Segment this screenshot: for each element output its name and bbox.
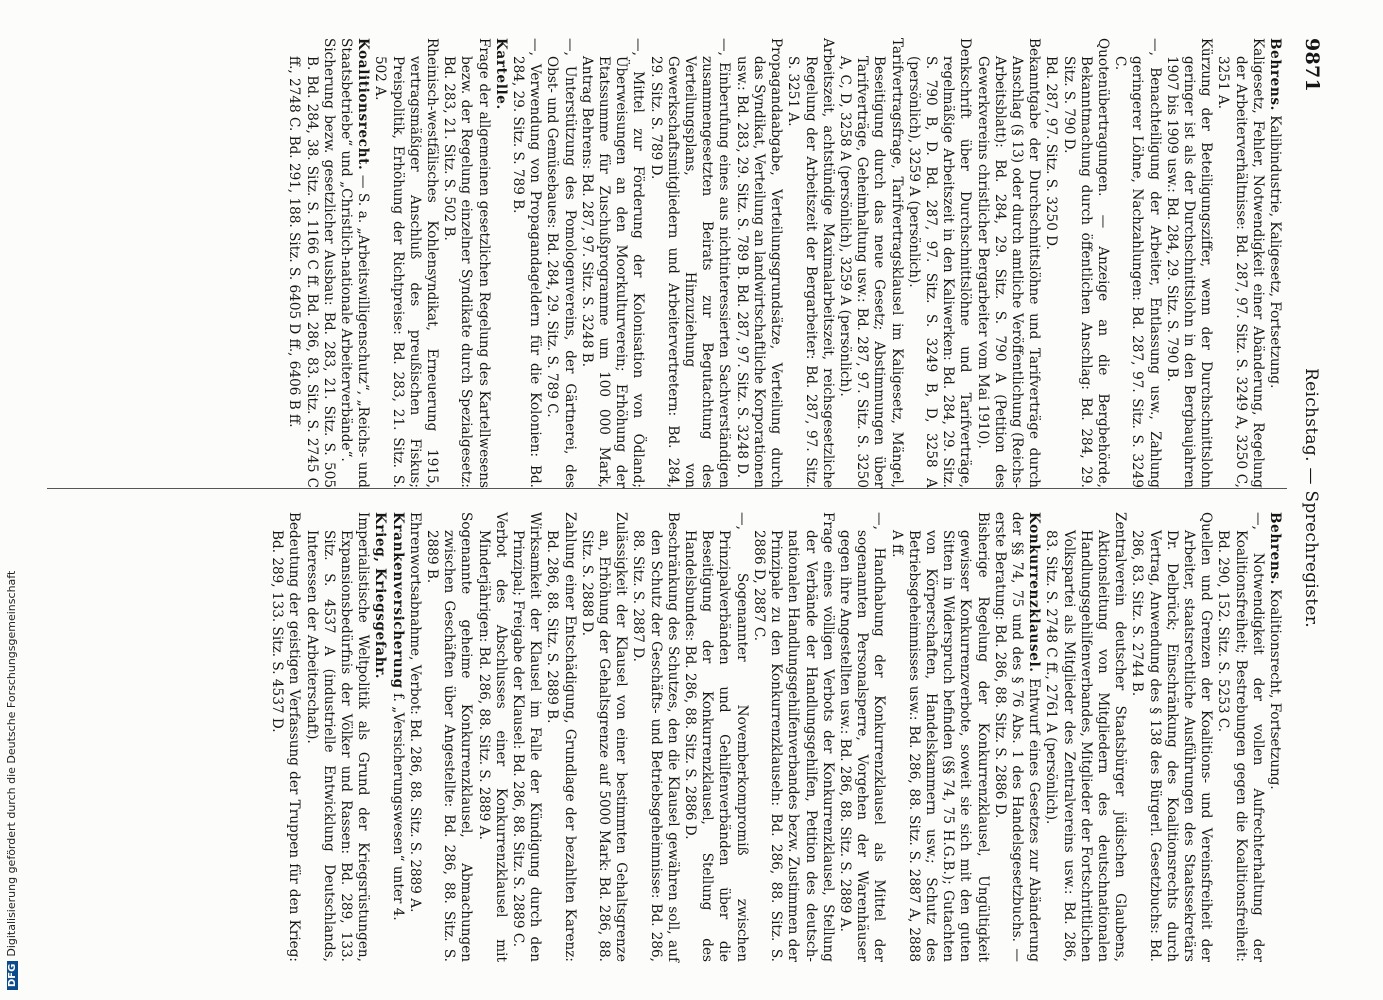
index-text: Imperialistische Weltpolitik als Grund der Kriegsrüstungen, Expansionsbedürfnis der Völker und Rassen: Bd. 289, 133. Sitz. S. 4537 A (industrielle Entwicklung Deutschlands, Interessen der Arbeiterschaft). — [303, 512, 372, 962]
index-keyword: Behrens. — [1267, 512, 1283, 585]
left-column — [285, 38, 1283, 488]
index-text: Ehrenwortsabnahme, Verbot: Bd. 286, 88. Sitz. S. 2889 A. — [406, 512, 423, 913]
index-entry — [646, 38, 732, 488]
index-entry — [629, 512, 681, 962]
index-entry — [543, 512, 577, 962]
index-entry — [1163, 38, 1215, 488]
index-entry — [1214, 512, 1266, 962]
index-text: f. „Versicherungswesen“ unter 4. — [389, 688, 406, 921]
index-text: Bekanntgabe der Durchschnittslöhne und Tarifverträge durch Anschlag (§ 13) oder durch amtliche Veröffentlichung (Reichs-Arbeitsblatt): Bd. 284, 29. Sitz. S. 790 A (Petition des Gewerkvereins christlicher Bergarbeiter vom Mai 1910). — [974, 38, 1043, 488]
index-entry — [423, 512, 475, 962]
column-divider — [47, 488, 1287, 489]
index-entry — [905, 38, 974, 488]
index-entry — [388, 512, 405, 962]
index-entry — [1128, 512, 1214, 962]
index-text: Arbeitszeit, achtstündige Maximalarbeitszeit, reichsgesetzliche Regelung der Arbeitszeit der Bergarbeiter: Bd. 287, 97. Sitz. S. 3251 A. — [785, 38, 836, 488]
index-text: Zahlung einer Entschädigung, Grundlage der bezahlten Karenz: Bd. 286, 88. Sitz. S. 2889 B. — [544, 512, 578, 962]
index-text: Sicherung bezw. gesetzlicher Ausbau: Bd. 283, 21. Sitz. S. 505 B. Bd. 284, 38. Sitz. S. 1166 C ff. Bd. 286, 83. Sitz. S. 2745 C ff., 2748 C. Bd. 291, 188. Sitz. S. 6405 D ff., 6406 B ff. — [286, 38, 337, 488]
index-text: Propagandaabgabe, Verteilungsgrundsätze, Verteilung durch das Syndikat, Verteilung an landwirtschaftliche Korporationen usw.: Bd. 283, 29. Sitz. S. 789 B. Bd. 287, 97. Sitz. S. 3248 D. — [733, 38, 785, 488]
index-entry — [1214, 38, 1266, 488]
dfg-logo: DFG — [7, 961, 18, 990]
index-text: Wirksamkeit der Klausel im Falle der Kündigung durch den Prinzipal; Freigabe der Klausel: Bd. 286, 88. Sitz. S. 2889 C. — [510, 512, 544, 962]
index-entry — [1266, 38, 1283, 488]
index-entry — [836, 512, 888, 962]
index-text: Zulässigkeit der Klausel von einer bestimmten Gehaltsgrenze an, Erhöhung der Gehaltsgrenze auf 5000 Mark: Bd. 286, 88. Sitz. S. 2888 D. — [578, 512, 630, 962]
index-text: Denkschrift über Durchschnittslöhne und Tarifverträge, regelmäßige Arbeitszeit in den Kaliwerken: Bd. 284, 29. Sitz. S. 790 B, D. Bd. 287, 97. Sitz. S. 3249 B, D, 3258 A (persönlich), 3259 A (persönlich). — [905, 38, 974, 488]
index-entry — [543, 38, 577, 488]
index-entry — [991, 512, 1043, 962]
index-keyword: Koalitionsrecht. — [355, 38, 372, 171]
digitization-credit — [0, 0, 22, 1000]
index-text: Quotenübertragungen. — Anzeige an die Bergbehörde, Bekanntmachung durch öffentlichen Anschlag: Bd. 284, 29. Sitz. S. 790 D. — [1060, 38, 1111, 488]
index-text: Zentralverein deutscher Staatsbürger jüdischen Glaubens, Aktionsleitung von Mitgliedern des deutschnationalen Handlungsgehilfenverbandes, Mitglieder der Fortschrittlichen Volkspartei als Mitglieder des Zentralvereins usw.: Bd. 286, 83. Sitz. S. 2748 C ff., 2761 A (persönlich). — [1043, 512, 1129, 962]
index-entry — [302, 512, 371, 962]
index-text: Kaligesetz, Fehler, Notwendigkeit einer Abänderung, Regelung der Arbeiterverhältnisse: Bd. 287, 97. Sitz. S. 3249 A, 3250 C, 3251 A. — [1215, 38, 1266, 488]
index-text: —, Benachteiligung der Arbeiter, Entlassung usw., Zahlung geringerer Löhne, Nachzahlungen: Bd. 287, 97. Sitz. S. 3249 C. — [1112, 38, 1163, 488]
index-entry — [509, 38, 543, 488]
index-entry — [371, 38, 440, 488]
index-text: Entwurf eines Gesetzes zur Abänderung der §§ 74, 75 und des § 76 Abs. 1 des Handelsgesetzbuchs. — erste Beratung: Bd. 286, 88. Sitz. S. 2886 D. — [991, 512, 1043, 962]
index-entry — [1111, 38, 1163, 488]
page-header — [1297, 38, 1323, 958]
index-text: Bedeutung der geistigen Verfassung der Truppen für den Krieg: Bd. 289, 133. Sitz. S. 4537 D. — [269, 512, 303, 962]
index-text: — S. a. „Arbeitswilligenschutz“, „Reichs- und Staatsbetriebe“ und „Christlich-nationale Arbeiterverbände“. — [338, 38, 372, 488]
index-text: Beschränkung des Schutzes, den die Klausel gewähren soll, auf den Schutz der Geschäfts- und Betriebsgeheimnisse: Bd. 286, 88. Sitz. S. 2887 D. — [630, 512, 681, 962]
index-entry — [371, 512, 388, 962]
index-text: —, Einberufung eines aus nichtinteressierten Sachverständigen zusammengesetzten Beirats zur Begutachtung des Verteilungsplans, Hinzuziehung von Gewerkschaftsmitgliedern und Arbeitervertretern: Bd. 284, 29. Sitz. S. 789 D. — [647, 38, 733, 488]
index-entry — [1042, 512, 1128, 962]
index-entry — [733, 38, 785, 488]
index-text: Bd. 287, 97. Sitz. S. 3250 D. — [1043, 56, 1060, 250]
index-keyword: Kartelle. — [492, 38, 509, 110]
credit-text: Digitalisierung gefördert durch die Deutsche Forschungsgemeinschaft — [5, 570, 18, 957]
index-entry — [578, 38, 647, 488]
index-entry — [337, 38, 371, 488]
index-entry — [406, 512, 423, 962]
index-entry — [973, 38, 1042, 488]
index-entry — [887, 512, 990, 962]
page-title: Reichstag. — Sprechregister. — [1301, 368, 1321, 628]
right-column — [268, 512, 1283, 962]
index-text: Tarifvertragsfrage, Tarifvertragsklausel im Kaligesetz, Mängel, Beseitigung durch das neue Gesetz; Abstimmungen über Tarifverträge, Geheimhaltung usw.: Bd. 287, 97. Sitz. S. 3250 A, C, D, 3258 A (persönlich), 3259 A (persönlich). — [836, 38, 905, 488]
index-text: Kalibindustrie, Kaligesetz, Fortsetzung. — [1267, 110, 1283, 389]
index-entry — [784, 38, 836, 488]
index-text: Kürzung der Beteiligungsziffer, wenn der Durchschnittslohn geringer ist als der Durchschnittslohn in den Bergbaujahren 1907 bis 1909 usw.: Bd. 284, 29. Sitz. S. 790 B. — [1163, 38, 1215, 488]
index-entry — [440, 38, 492, 488]
index-text: Sogenannte geheime Konkurrenzklausel, Abmachungen zwischen Geschäften über Angestellte: Bd. 286, 88. Sitz. S. 2889 B. — [424, 512, 475, 962]
index-entry — [1059, 38, 1111, 488]
index-keyword: Konkurrenzklausel. — [1026, 512, 1043, 673]
index-entry — [836, 38, 905, 488]
index-entry — [1042, 38, 1059, 488]
index-keyword: Behrens. — [1267, 38, 1283, 111]
index-text: Bisherige Regelung der Konkurrenzklausel, Ungültigkeit gewisser Konkurrenzverbote, soweit sie sich mit den guten Sitten in Widerspruch befinden (§§ 74, 75 H.G.B.); Gutachten von Körperschaften, Handelskammern usw.; Schutz des Betriebsgeheimnisses usw.: Bd. 286, 88. Sitz. S. 2887 A, 2888 A ff. — [888, 512, 991, 962]
index-text: —, Mittel zur Förderung der Kolonisation von Ödland; Überweisungen an den Moorkulturverein; Erhöhung der Etatssumme für Zuschußprogramme um 100 000 Mark, Antrag Behrens: Bd. 287, 97. Sitz. S. 3248 B. — [578, 38, 647, 488]
index-text: —, Notwendigkeit der vollen Aufrechterhaltung der Koalitionsfreiheit; Bestrebungen gegen die Koalitionsfreiheit: Bd. 290, 152. Sitz. S. 5253 C. — [1215, 512, 1266, 962]
index-text: Koalitionsrecht, Fortsetzung. — [1267, 584, 1283, 790]
index-text: —, Verwendung von Propagandageldern für die Kolonien: Bd. 284, 29. Sitz. S. 789 B. — [510, 38, 544, 488]
index-keyword: Krieg, Kriegsgefahr. — [372, 512, 389, 680]
index-text: Verbot des Abschlusses einer Konkurrenzklausel mit Minderjährigen: Bd. 286, 88. Sitz. S. 2889 A. — [475, 512, 509, 962]
index-text: Frage eines völligen Verbots der Konkurrenzklausel, Stellung der Verbände der Handlungsgehilfen, Petition des deutsch-nationalen Handlungsgehilfenverbandes bezw. Zustimmen der Prinzipale zu den Konkurrenzklauseln: Bd. 286, 88. Sitz. S. 2886 D, 2887 C. — [750, 512, 836, 962]
index-text: Quellen und Grenzen der Koalitions- und Vereinsfreiheit der Arbeiter, staatsrechtliche Ausführungen des Staatssekretärs Dr. Delbrück; Einschränkung des Koalitionsrechts durch Vertrag, Anwendung des § 138 des Bürgerl. Gesetzbuchs: Bd. 286, 83. Sitz. S. 2744 B. — [1129, 512, 1215, 962]
index-keyword: Krankenversicherung — [389, 512, 406, 689]
index-entry — [268, 512, 302, 962]
index-entry — [285, 38, 337, 488]
index-entry — [474, 512, 508, 962]
page-number: 9871 — [1301, 38, 1323, 93]
index-text: —, Unterstützung des Pomologenvereins, der Gärtnerei, des Obst- und Gemüsebaues: Bd. 284, 29. Sitz. S. 789 C. — [544, 38, 578, 488]
index-text: —, Handhabung der Konkurrenzklausel als Mittel der sogenannten Personalsperre, Vorgehen der Warenhäuser gegen ihre Angestellten usw.: Bd. 286, 88. Sitz. S. 2889 A. — [836, 512, 888, 962]
index-entry — [509, 512, 543, 962]
index-entry — [681, 512, 750, 962]
index-entry — [492, 38, 509, 488]
index-entry — [1266, 512, 1283, 962]
index-text: Frage der allgemeinen gesetzlichen Regelung des Kartellwesens bezw. der Regelung einzelner Syndikate durch Spezialgesetz: Bd. 283, 21. Sitz. S. 502 B. — [441, 38, 492, 488]
index-entry — [750, 512, 836, 962]
index-entry — [578, 512, 630, 962]
index-text: Rheinisch-westfälisches Kohlensyndikat, Erneuerung 1915, vertragsmäßiger Anschluß des preußischen Fiskus; Preispolitik, Erhöhung der Richtpreise: Bd. 283, 21. Sitz. S. 502 A. — [372, 38, 441, 488]
index-text: —, Sogenannter Novemberkompromiß zwischen Prinzipalverbänden und Gehilfenverbänden über die Beseitigung der Konkurrenzklausel, Stellung des Handelsbundes: Bd. 286, 88. Sitz. S. 2886 D. — [682, 512, 750, 962]
